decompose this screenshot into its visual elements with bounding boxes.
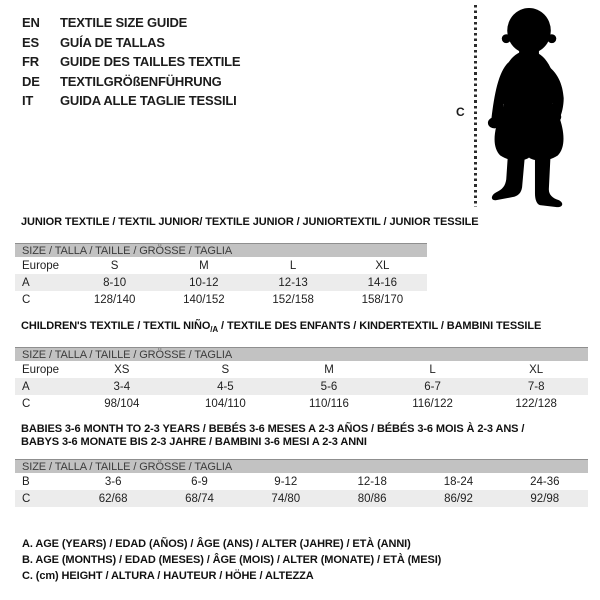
age-cell: 6-9 xyxy=(191,475,208,488)
title-subscript: /A xyxy=(210,324,219,334)
language-row-de xyxy=(22,72,240,92)
language-code: FR xyxy=(22,54,39,69)
height-cell: 80/86 xyxy=(357,492,387,505)
row-label: C xyxy=(22,492,31,505)
footnote-age-years: A. AGE (YEARS) / EDAD (AÑOS) / ÂGE (ANS) / ALTER (JAHRE) / ETÀ (ANNI) xyxy=(22,538,411,550)
size-cell: M xyxy=(199,259,209,272)
size-header-bar: SIZE / TALLA / TAILLE / GRÖSSE / TAGLIA xyxy=(15,347,588,361)
height-cell: 140/152 xyxy=(183,293,225,306)
size-cell: S xyxy=(221,363,230,376)
language-code: EN xyxy=(22,15,40,30)
junior-table-title: JUNIOR TEXTILE / TEXTIL JUNIOR/ TEXTILE JUNIOR / JUNIORTEXTIL / JUNIOR TESSILE xyxy=(21,216,479,228)
size-cell: XS xyxy=(114,363,130,376)
age-cell: 7-8 xyxy=(527,380,545,393)
row-label: A xyxy=(22,380,30,393)
language-title: GUÍA DE TALLAS xyxy=(60,34,165,50)
size-cell: XL xyxy=(529,363,544,376)
age-cell: 5-6 xyxy=(320,380,338,393)
height-cell: 110/116 xyxy=(309,397,349,410)
language-code: DE xyxy=(22,73,40,89)
children-table-title xyxy=(21,320,588,333)
age-cell: 10-12 xyxy=(189,276,219,289)
language-row-it xyxy=(22,91,240,111)
row-label: C xyxy=(22,397,31,410)
babies-table-title-line1: BABIES 3-6 MONTH TO 2-3 YEARS / BEBÉS 3-6 MESES A 2-3 AÑOS / BÉBÉS 3-6 MOIS À 2-3 ANS / xyxy=(21,423,525,435)
height-cell: 68/74 xyxy=(185,492,214,505)
height-cell: 98/104 xyxy=(104,397,140,410)
height-measure-label: C xyxy=(456,105,465,119)
row-label: A xyxy=(22,276,30,289)
language-row-es xyxy=(22,33,240,53)
height-cell: 152/158 xyxy=(272,293,314,306)
age-cell: 9-12 xyxy=(274,475,298,488)
size-cell: L xyxy=(289,259,297,272)
table-row xyxy=(15,291,427,308)
height-cell: 86/92 xyxy=(444,492,473,505)
language-title: TEXTILE SIZE GUIDE xyxy=(60,15,188,30)
footnote-height: C. (cm) HEIGHT / ALTURA / HAUTEUR / HÖHE / ALTEZZA xyxy=(22,570,314,582)
language-title: GUIDE DES TAILLES TEXTILE xyxy=(60,54,241,69)
age-cell: 8-10 xyxy=(103,276,127,289)
age-cell: 6-7 xyxy=(424,380,441,393)
row-label: Europe xyxy=(22,363,60,376)
age-cell: 12-13 xyxy=(278,276,308,289)
row-label: Europe xyxy=(22,259,60,272)
height-cell: 62/68 xyxy=(98,492,128,505)
size-cell: L xyxy=(429,363,436,376)
table-row xyxy=(15,257,427,274)
table-row xyxy=(15,274,427,291)
age-cell: 14-16 xyxy=(367,276,398,289)
language-title-list xyxy=(22,13,240,111)
age-cell: 4-5 xyxy=(217,380,234,393)
height-cell: 128/140 xyxy=(93,293,136,306)
size-cell: XL xyxy=(375,259,390,272)
children-size-table xyxy=(15,320,588,412)
height-cell: 104/110 xyxy=(205,397,246,410)
table-row xyxy=(15,490,588,507)
age-cell: 3-6 xyxy=(104,475,122,488)
size-cell: M xyxy=(324,363,334,376)
table-row xyxy=(15,361,588,378)
table-row xyxy=(15,395,588,412)
row-label: B xyxy=(22,475,30,488)
size-header-bar: SIZE / TALLA / TAILLE / GRÖSSE / TAGLIA xyxy=(15,243,427,257)
language-row-en xyxy=(22,13,240,33)
age-cell: 3-4 xyxy=(113,380,131,393)
babies-size-table xyxy=(15,423,588,507)
table-row xyxy=(15,473,588,490)
footnote-legend xyxy=(22,536,441,584)
height-cell: 116/122 xyxy=(412,397,453,410)
height-cell: 122/128 xyxy=(515,397,557,410)
age-cell: 24-36 xyxy=(530,475,560,488)
toddler-silhouette-icon xyxy=(482,5,582,213)
height-dotted-line xyxy=(474,5,477,207)
title-main: CHILDREN'S TEXTILE / TEXTIL NIÑO xyxy=(21,320,211,332)
language-title: GUIDA ALLE TAGLIE TESSILI xyxy=(60,93,237,108)
row-label: C xyxy=(22,293,31,306)
table-row xyxy=(15,378,588,395)
age-cell: 18-24 xyxy=(443,475,474,488)
height-cell: 92/98 xyxy=(530,492,560,505)
footnote-age-months: B. AGE (MONTHS) / EDAD (MESES) / ÂGE (MOIS) / ALTER (MONATE) / ETÀ (MESI) xyxy=(22,554,442,566)
junior-size-table xyxy=(15,216,479,308)
language-title: TEXTILGRÖßENFÜHRUNG xyxy=(60,73,222,89)
size-cell: S xyxy=(110,259,119,272)
language-code: IT xyxy=(22,93,34,108)
age-cell: 12-18 xyxy=(357,475,387,488)
size-header-bar: SIZE / TALLA / TAILLE / GRÖSSE / TAGLIA xyxy=(15,459,588,473)
babies-table-title-line2: BABYS 3-6 MONATE BIS 2-3 JAHRE / BAMBINI 3-6 MESI A 2-3 ANNI xyxy=(21,436,367,448)
height-cell: 158/170 xyxy=(361,293,404,306)
title-rest: / TEXTILE DES ENFANTS / KINDERTEXTIL / BAMBINI TESSILE xyxy=(218,320,542,332)
language-row-fr xyxy=(22,52,240,72)
height-cell: 74/80 xyxy=(271,492,301,505)
language-code: ES xyxy=(22,34,39,50)
